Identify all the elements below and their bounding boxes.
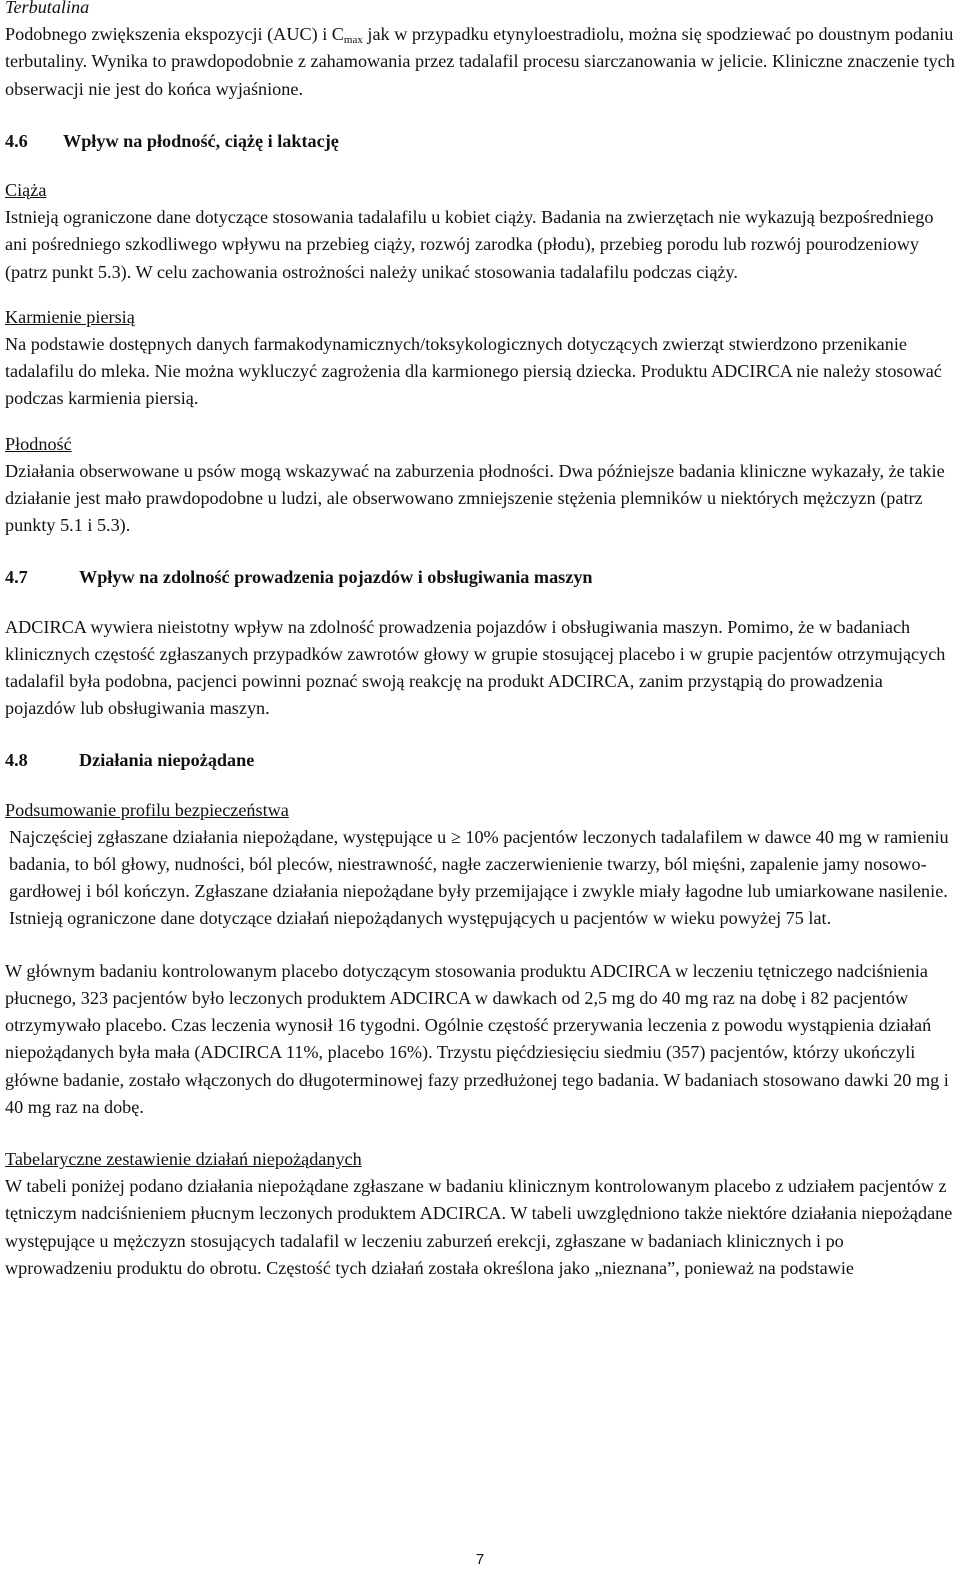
section-4-8-heading xyxy=(5,747,955,774)
driving-paragraph: ADCIRCA wywiera nieistotny wpływ na zdolność prowadzenia pojazdów i obsługiwania maszyn. Pomimo, że w badaniach klinicznych częstość zgłaszanych przypadków zawrotów głowy w grupie stosującej placebo i w grupie pacjentów otrzymujących tadalafil była podobna, pacjenci powinni poznać swoją reakcję na produkt ADCIRCA, zanim przystąpią do prowadzenia pojazdów lub obsługiwania maszyn. xyxy=(5,616,946,719)
terbutaline-text-a: Podobnego zwiększenia ekspozycji (AUC) i C xyxy=(5,24,344,45)
section-4-8-title: Działania niepożądane xyxy=(79,750,255,771)
page-number: 7 xyxy=(475,1551,485,1568)
section-4-6-number: 4.6 xyxy=(5,130,28,151)
section-4-8-number: 4.8 xyxy=(5,750,28,771)
section-4-7-title: Wpływ na zdolność prowadzenia pojazdów i obsługiwania maszyn xyxy=(79,567,593,588)
section-4-6-heading xyxy=(5,128,955,155)
document-page xyxy=(5,0,955,1282)
terbutaline-text-b: jak w przypadku etynyloestradiolu, można się spodziewać po doustnym podaniu terbutaliny. Wynika to prawdopodobnie z zahamowania przez tadalafil procesu siarczanowania w jelicie. Kliniczne znaczenie tych obserwacji nie jest do końca wyjaśnione. xyxy=(5,24,955,99)
fertility-subtitle: Płodność xyxy=(5,433,72,454)
section-4-7-heading xyxy=(5,564,955,591)
cmax-subscript: max xyxy=(343,34,363,47)
section-4-7-number: 4.7 xyxy=(5,567,28,588)
terbutaline-title: Terbutalina xyxy=(5,0,90,17)
section-4-6-title: Wpływ na płodność, ciążę i laktację xyxy=(63,130,339,151)
safety-summary-subtitle: Podsumowanie profilu bezpieczeństwa xyxy=(5,799,289,820)
breastfeeding-subtitle: Karmienie piersią xyxy=(5,306,135,327)
safety-summary-paragraph: Najczęściej zgłaszane działania niepożądane, występujące u ≥ 10% pacjentów leczonych tadalafilem w dawce 40 mg w ramieniu badania, to ból głowy, nudności, ból pleców, niestrawność, nagłe zaczerwienienie twarzy, ból mięśni, zapalenie jamy nosowo-gardłowej i ból kończyn. Zgłaszane działania niepożądane były przemijające i zwykle miały łagodne lub umiarkowane nasilenie. Istnieją ograniczone dane dotyczące działań niepożądanych występujących u pacjentów w wieku powyżej 75 lat. xyxy=(9,826,949,929)
tabular-summary-paragraph: W tabeli poniżej podano działania niepożądane zgłaszane w badaniu klinicznym kontrolowanym placebo z udziałem pacjentów z tętniczym nadciśnieniem płucnym leczonych produktem ADCIRCA. W tabeli uwzględniono także niektóre działania niepożądane występujące u mężczyzn stosujących tadalafil w leczeniu zaburzeń erekcji, zgłaszane w badaniach klinicznych i po wprowadzeniu produktu do obrotu. Częstość tych działań została określona jako „nieznana”, ponieważ na podstawie xyxy=(5,1176,953,1278)
fertility-paragraph: Działania obserwowane u psów mogą wskazywać na zaburzenia płodności. Dwa późniejsze badania kliniczne wykazały, że takie działanie jest mało prawdopodobne u ludzi, ale obserwowano zmniejszenie stężenia plemników u niektórych mężczyzn (patrz punkty 5.1 i 5.3). xyxy=(5,460,945,536)
pregnancy-subtitle: Ciąża xyxy=(5,180,47,201)
tabular-summary-subtitle: Tabelaryczne zestawienie działań niepożądanych xyxy=(5,1148,362,1169)
pregnancy-paragraph: Istnieją ograniczone dane dotyczące stosowania tadalafilu u kobiet ciąży. Badania na zwierzętach nie wykazują bezpośredniego ani pośredniego szkodliwego wpływu na przebieg ciąży, rozwój zarodka (płodu), przebieg porodu lub rozwój pourodzeniowy (patrz punkt 5.3). W celu zachowania ostrożności należy unikać stosowania tadalafilu podczas ciąży. xyxy=(5,207,934,282)
breastfeeding-paragraph: Na podstawie dostępnych danych farmakodynamicznych/toksykologicznych dotyczących zwierząt stwierdzono przenikanie tadalafilu do mleka. Nie można wykluczyć zagrożenia dla karmionego piersią dziecka. Produktu ADCIRCA nie należy stosować podczas karmienia piersią. xyxy=(5,334,942,409)
terbutaline-paragraph xyxy=(5,21,955,103)
main-study-paragraph: W głównym badaniu kontrolowanym placebo dotyczącym stosowania produktu ADCIRCA w leczeniu tętniczego nadciśnienia płucnego, 323 pacjentów było leczonych produktem ADCIRCA w dawkach od 2,5 mg do 40 mg raz na dobę i 82 pacjentów otrzymywało placebo. Czas leczenia wynosił 16 tygodni. Ogólnie częstość przerywania leczenia z powodu wystąpienia działań niepożądanych była mała (ADCIRCA 11%, placebo 16%). Trzystu pięćdziesięciu siedmiu (357) pacjentów, którzy ukończyli główne badanie, zostało włączonych do długoterminowej fazy przedłużonej tego badania. W badaniach stosowano dawki 20 mg i 40 mg raz na dobę. xyxy=(5,960,949,1117)
